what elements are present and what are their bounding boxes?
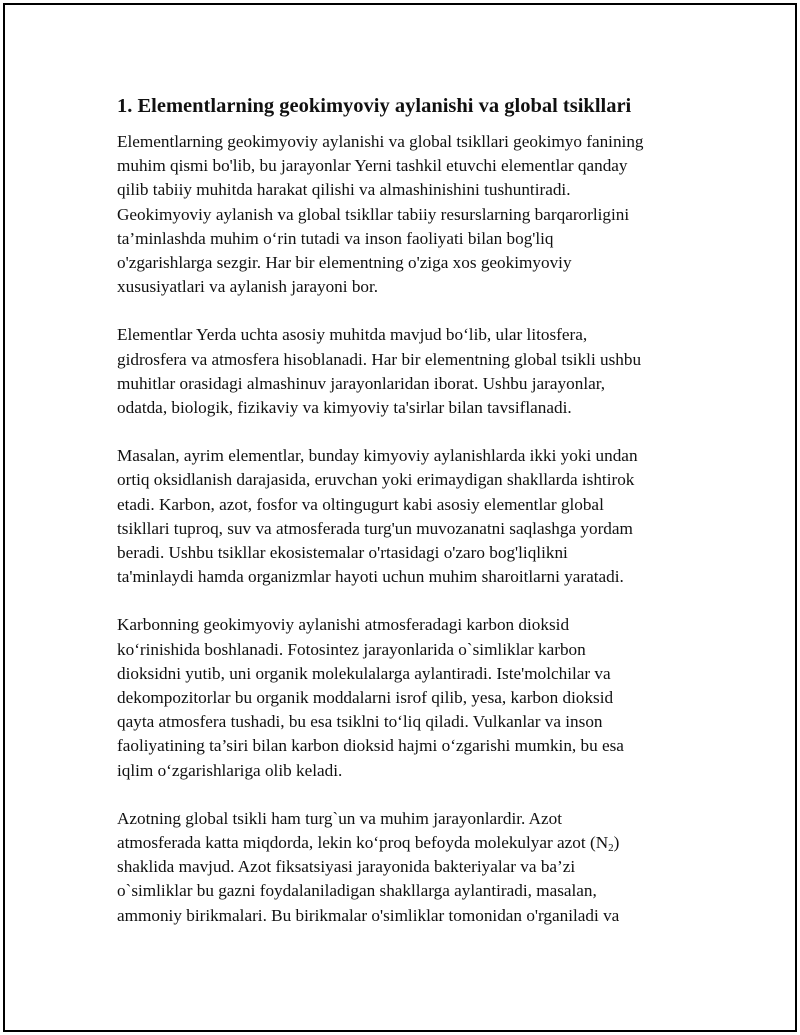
- text-line: Elementlarning geokimyoviy aylanishi va global tsikllari geokimyo fanining: [117, 132, 644, 151]
- paragraph-3: [117, 444, 689, 589]
- text-line: ta'minlaydi hamda organizmlar hayoti uchun muhim sharoitlarni yaratadi.: [117, 567, 624, 587]
- formula-subscript: 2: [608, 842, 614, 855]
- text-fragment: atmosferada katta miqdorda, lekin ko‘proq befoyda molekulyar azot (N: [117, 833, 609, 853]
- paragraph-5: [117, 807, 689, 928]
- text-line: muhim qismi bo'lib, bu jarayonlar Yerni tashkil etuvchi elementlar qanday: [117, 156, 628, 176]
- section-heading: 1. Elementlarning geokimyoviy aylanishi va global tsikllari: [117, 95, 632, 117]
- paragraph-1: [117, 130, 689, 299]
- document-body: [117, 92, 689, 952]
- text-line: tsikllari tuproq, suv va atmosferada turg'un muvozanatni saqlashga yordam: [117, 518, 633, 538]
- text-line: qayta atmosfera tushadi, bu esa tsiklni to‘liq qiladi. Vulkanlar va inson: [117, 712, 603, 732]
- text-line: iqlim o‘zgarishlariga olib keladi.: [117, 760, 343, 780]
- text-line: xususiyatlari va aylanish jarayoni bor.: [117, 277, 379, 297]
- text-line: muhitlar orasidagi almashinuv jarayonlaridan iborat. Ushbu jarayonlar,: [117, 373, 606, 393]
- formula-close-paren: ): [613, 833, 620, 853]
- text-line: Azotning global tsikli ham turg`un va muhim jarayonlardir. Azot: [117, 808, 563, 828]
- text-line: ortiq oksidlanish darajasida, eruvchan yoki erimaydigan shakllarda ishtirok: [117, 470, 635, 490]
- text-line: etadi. Karbon, azot, fosfor va oltingugurt kabi asosiy elementlar global: [117, 494, 604, 514]
- text-line: dekompozitorlar bu organik moddalarni isrof qilib, yesa, karbon dioksid: [117, 688, 614, 708]
- text-line: Elementlar Yerda uchta asosiy muhitda mavjud bo‘lib, ular litosfera,: [117, 325, 588, 345]
- paragraph-2: [117, 323, 689, 420]
- text-line: Karbonning geokimyoviy aylanishi atmosferadagi karbon dioksid: [117, 615, 570, 635]
- text-line: Geokimyoviy aylanish va global tsikllar tabiiy resurslarning barqarorligini: [117, 204, 630, 224]
- text-line: o'zgarishlarga sezgir. Har bir elementning o'ziga xos geokimyoviy: [117, 253, 572, 273]
- paragraph-4: [117, 613, 689, 782]
- text-line: dioksidni yutib, uni organik molekulalarga aylantiradi. Iste'molchilar va: [117, 663, 611, 683]
- text-line: qilib tabiiy muhitda harakat qilishi va almashinishini tushuntiradi.: [117, 180, 571, 200]
- text-line: faoliyatining ta’siri bilan karbon dioksid hajmi o‘zgarishi mumkin, bu esa: [117, 736, 624, 756]
- text-line: odatda, biologik, fizikaviy va kimyoviy ta'sirlar bilan tavsiflanadi.: [117, 398, 572, 418]
- text-line: Masalan, ayrim elementlar, bunday kimyoviy aylanishlarda ikki yoki undan: [117, 446, 638, 466]
- text-line: ammoniy birikmalari. Bu birikmalar o'simliklar tomonidan o'rganiladi va: [117, 905, 620, 925]
- text-line: gidrosfera va atmosfera hisoblanadi. Har bir elementning global tsikli ushbu: [117, 349, 642, 369]
- text-line: o`simliklar bu gazni foydalaniladigan shakllarga aylantiradi, masalan,: [117, 881, 597, 901]
- text-line: shaklida mavjud. Azot fiksatsiyasi jarayonida bakteriyalar va ba’zi: [117, 857, 576, 877]
- text-line: ta’minlashda muhim o‘rin tutadi va inson faoliyati bilan bog'liq: [117, 228, 554, 248]
- text-line-with-formula: [117, 831, 689, 855]
- text-line: ko‘rinishida boshlanadi. Fotosintez jarayonlarida o`simliklar karbon: [117, 639, 586, 659]
- text-line: beradi. Ushbu tsikllar ekosistemalar o'rtasidagi o'zaro bog'liqlikni: [117, 543, 568, 563]
